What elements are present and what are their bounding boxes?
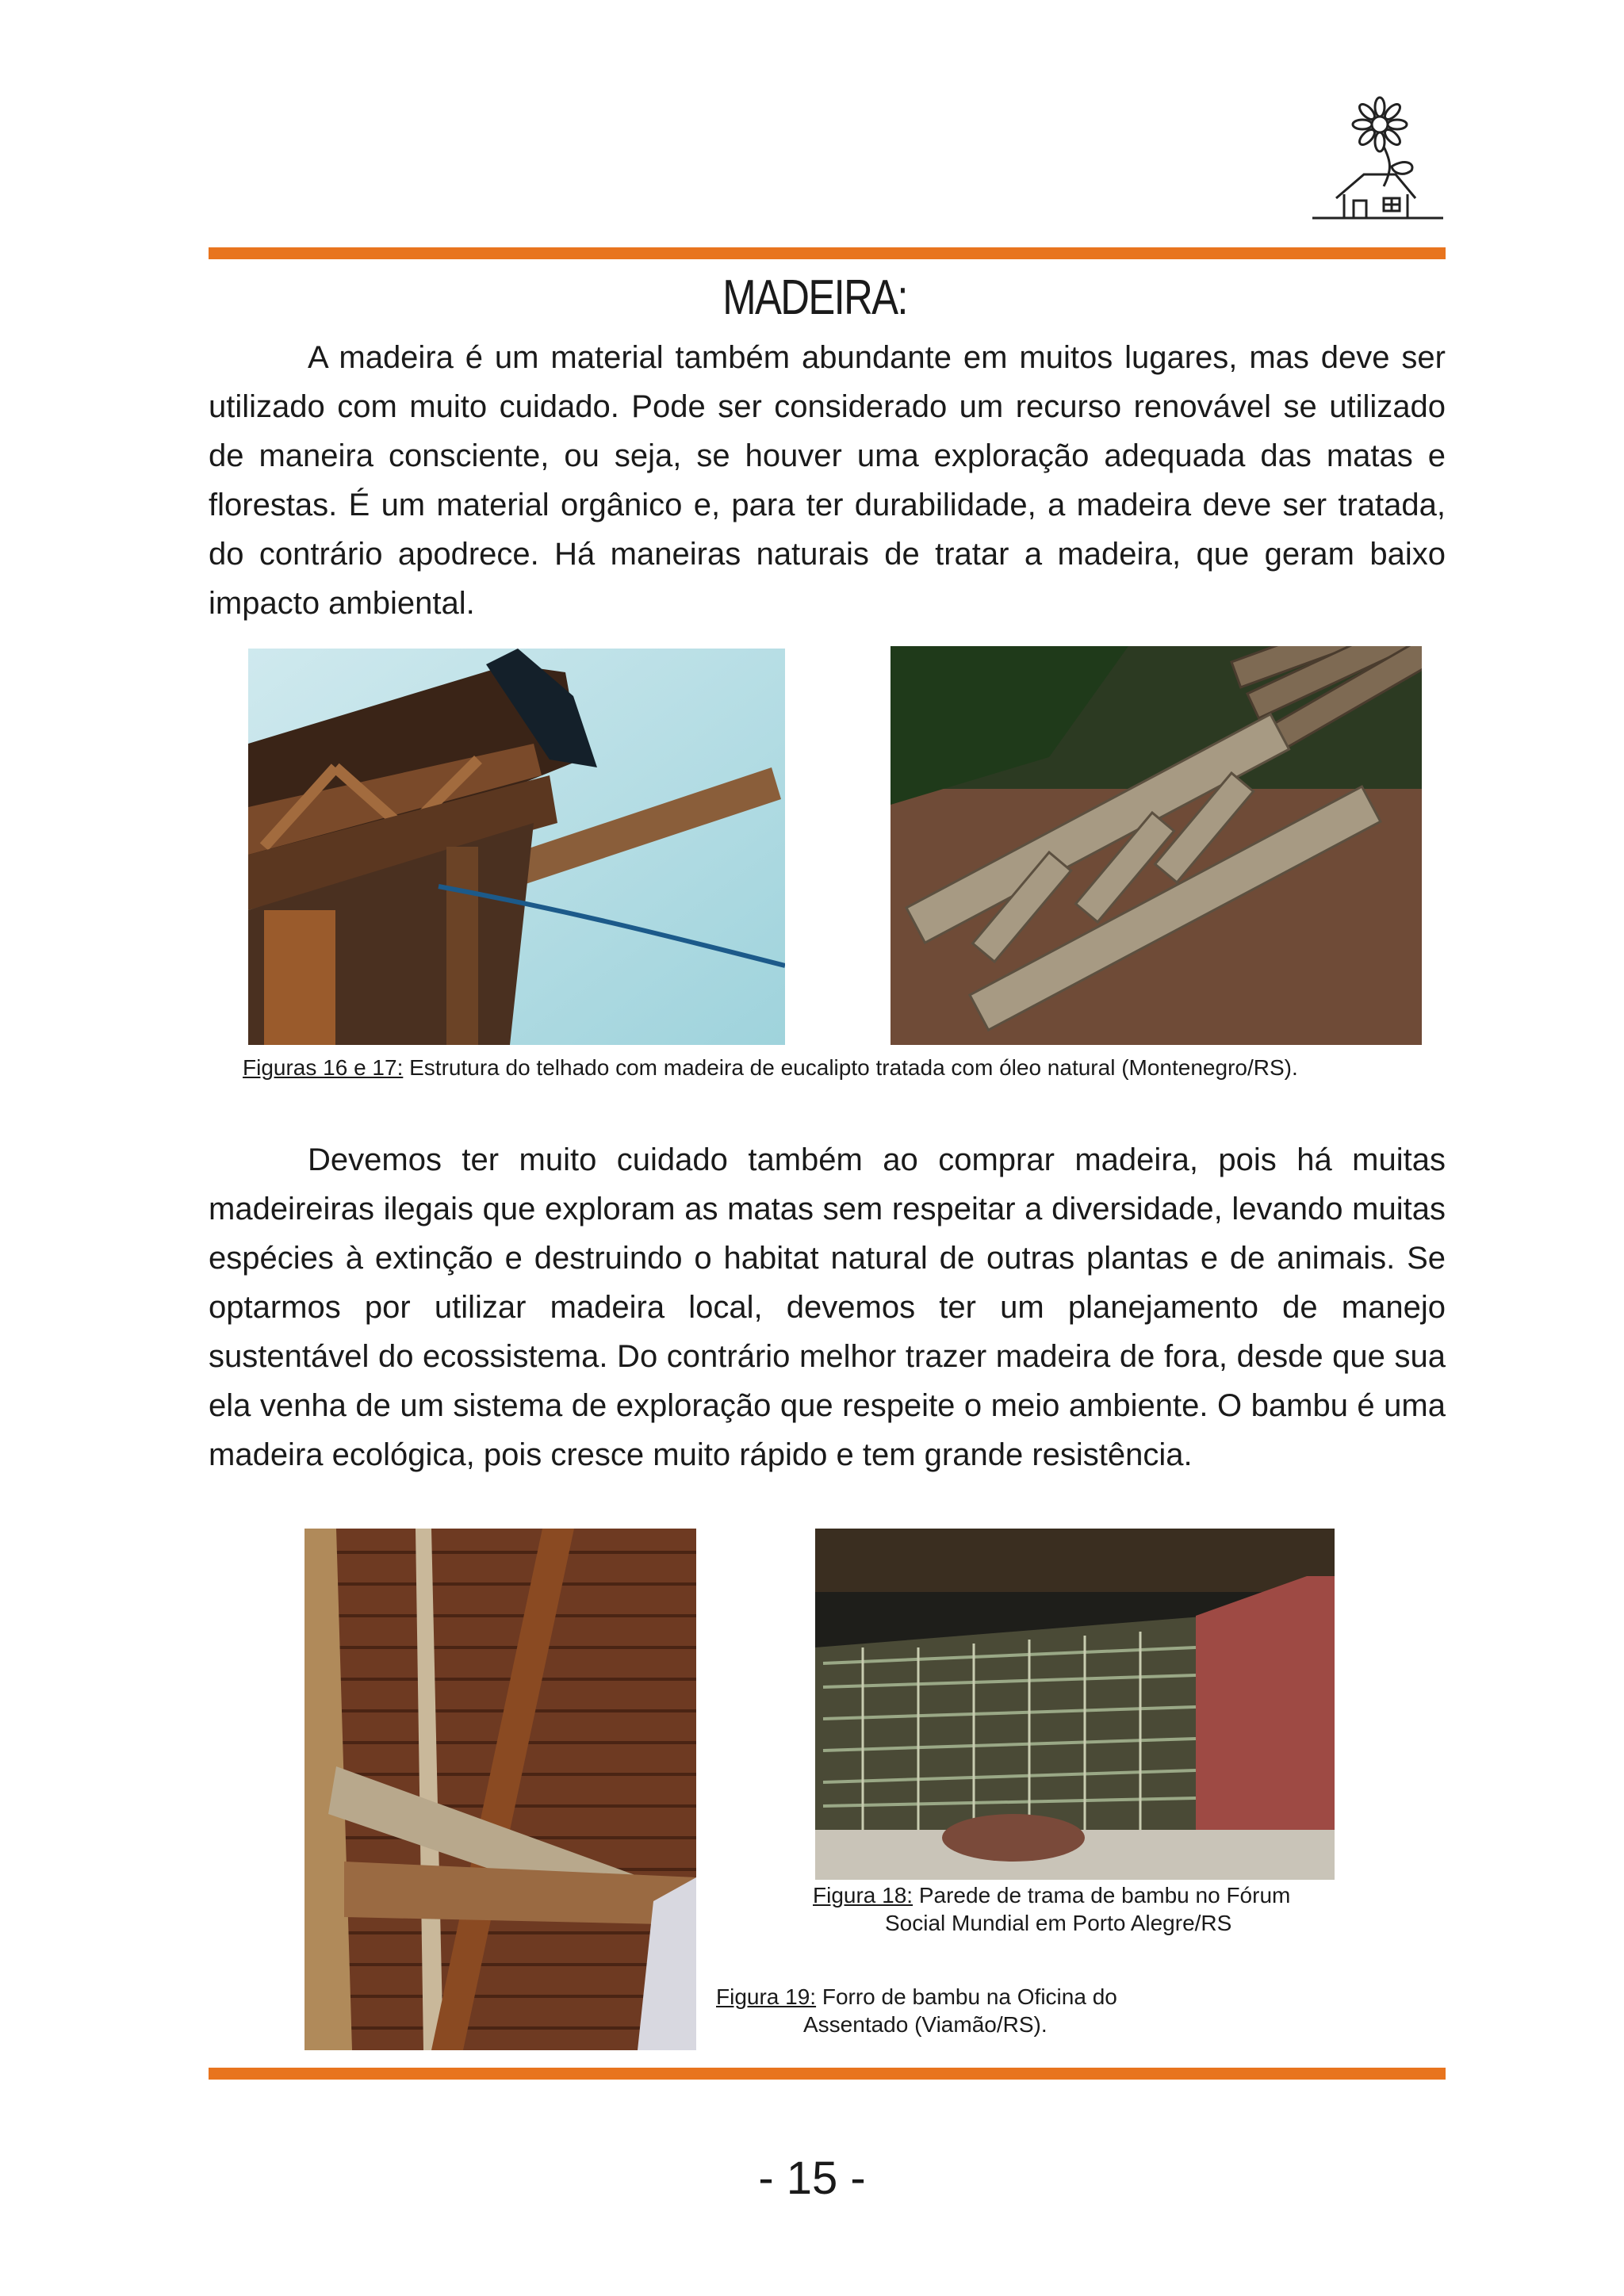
figure-17-photo bbox=[891, 646, 1422, 1045]
figure-19-caption bbox=[716, 1983, 1192, 2038]
figure-16-photo bbox=[248, 649, 785, 1045]
caption-label: Figura 19: bbox=[716, 1984, 817, 2009]
figure-19-photo bbox=[304, 1529, 696, 2050]
top-divider bbox=[209, 247, 1446, 259]
caption-text: Forro de bambu na Oficina do bbox=[816, 1984, 1117, 2009]
caption-label: Figuras 16 e 17: bbox=[243, 1055, 404, 1080]
bottom-divider bbox=[209, 2068, 1446, 2080]
figure-18-caption bbox=[813, 1881, 1368, 1937]
caption-text: Parede de trama de bambu no Fórum bbox=[913, 1883, 1291, 1908]
flower-house-logo-icon bbox=[1304, 91, 1447, 230]
intro-paragraph: A madeira é um material também abundante em muitos lugares, mas deve ser utilizado com muito cuidado. Pode ser considerado um recurso renovável se utilizado de maneira consciente, ou seja, se houver uma exploração adequada das matas e florestas. É um material orgânico e, para ter durabilidade, a madeira deve ser tratada, do contrário apodrece. Há maneiras naturais de tratar a madeira, que geram baixo impacto ambiental. bbox=[209, 340, 1446, 621]
caption-text: Social Mundial em Porto Alegre/RS bbox=[885, 1911, 1232, 1935]
second-paragraph: Devemos ter muito cuidado também ao comprar madeira, pois há muitas madeireiras ilegais que exploram as matas sem respeitar a diversidade, levando muitas espécies à extinção e destruindo o habitat natural de outras plantas e de animais. Se optarmos por utilizar madeira local, devemos ter um planejamento de manejo sustentável do ecossistema. Do contrário melhor trazer madeira de fora, desde que sua ela venha de um sistema de exploração que respeite o meio ambiente. O bambu é uma madeira ecológica, pois cresce muito rápido e tem grande resistência. bbox=[209, 1142, 1446, 1472]
figure-16-17-caption bbox=[243, 1054, 1480, 1081]
page-title: MADEIRA: bbox=[722, 270, 907, 325]
page-number: - 15 - bbox=[758, 2152, 866, 2204]
caption-text: Estrutura do telhado com madeira de eucalipto tratada com óleo natural (Montenegro/RS). bbox=[403, 1055, 1298, 1080]
caption-text: Assentado (Viamão/RS). bbox=[803, 2012, 1048, 2037]
caption-label: Figura 18: bbox=[813, 1883, 914, 1908]
figure-18-photo bbox=[815, 1529, 1335, 1880]
